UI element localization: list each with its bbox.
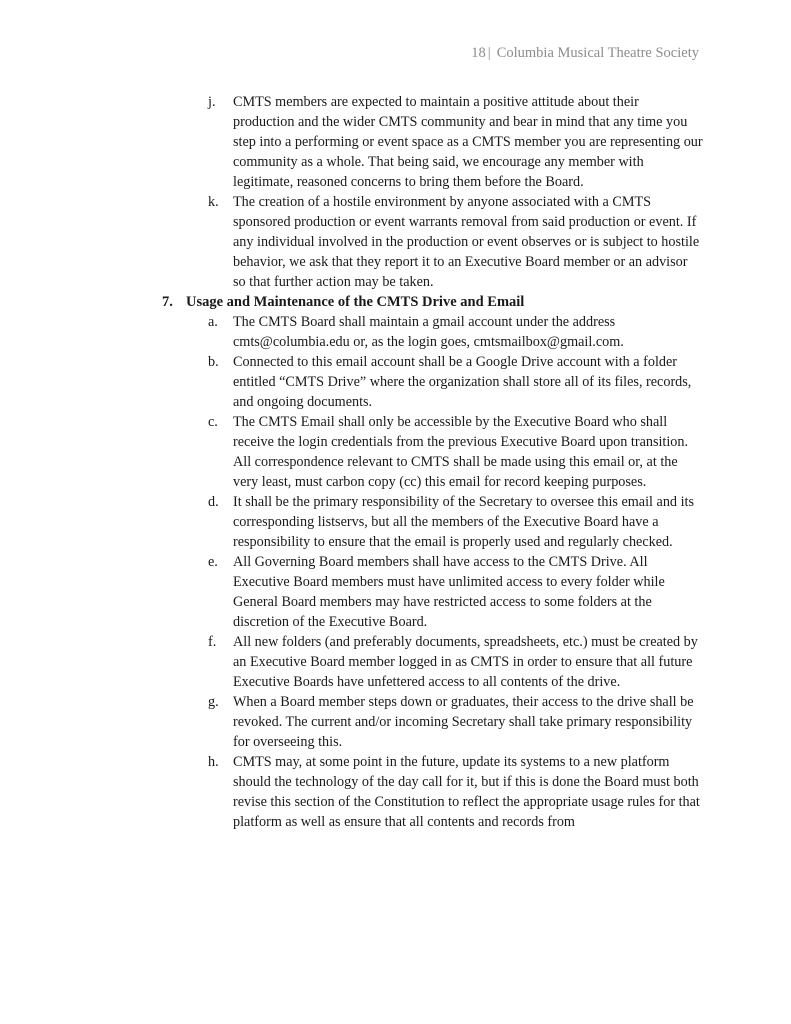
- list-item-marker: e.: [208, 554, 218, 570]
- list-item: [0, 752, 703, 832]
- list-item-marker: g.: [208, 694, 219, 710]
- document-body: [0, 92, 791, 832]
- list-item-text: All Governing Board members shall have access to the CMTS Drive. All Executive Board members must have unlimited access to every folder while General Board members may have restricted access to some folders at the discretion of the Executive Board.: [233, 554, 665, 630]
- page-header: [471, 45, 699, 62]
- list-item: [0, 352, 703, 412]
- list-item: [0, 632, 703, 692]
- list-item-text: When a Board member steps down or graduates, their access to the drive shall be revoked. The current and/or incoming Secretary shall take primary responsibility for overseeing this.: [233, 694, 694, 750]
- section-number: 7.: [162, 294, 173, 310]
- list-item-text: Connected to this email account shall be a Google Drive account with a folder entitled “CMTS Drive” where the organization shall store all of its files, records, and ongoing documents.: [233, 354, 692, 410]
- list-item-text: CMTS may, at some point in the future, update its systems to a new platform should the technology of the day call for it, but if this is done the Board must both revise this section of the Constitution to reflect the appropriate usage rules for that platform as well as ensure that all contents and records from: [233, 754, 700, 830]
- list-item-text: CMTS members are expected to maintain a positive attitude about their production and the wider CMTS community and bear in mind that any time you step into a performing or event space as a CMTS member you are representing our community as a whole. That being said, we encourage any member with legitimate, reasoned concerns to bring them before the Board.: [233, 94, 703, 190]
- section-title: Usage and Maintenance of the CMTS Drive and Email: [186, 294, 525, 310]
- list-item-marker: b.: [208, 354, 219, 370]
- list-item-text: The creation of a hostile environment by anyone associated with a CMTS sponsored production or event warrants removal from said production or event. If any individual involved in the production or event observes or is subject to hostile behavior, we ask that they report it to an Executive Board member or an advisor so that further action may be taken.: [233, 194, 700, 290]
- list-item-marker: f.: [208, 634, 217, 650]
- list-item-text: The CMTS Board shall maintain a gmail account under the address cmts@columbia.edu or, as the login goes, cmtsmailbox@gmail.com.: [233, 314, 624, 350]
- list-item: [0, 412, 703, 492]
- list-item: [0, 192, 703, 292]
- list-item: [0, 492, 703, 552]
- page-number: 18: [471, 45, 486, 61]
- list-item-text: The CMTS Email shall only be accessible by the Executive Board who shall receive the login credentials from the previous Executive Board upon transition. All correspondence relevant to CMTS shall be made using this email or, at the very least, must carbon copy (cc) this email for record keeping purposes.: [233, 414, 689, 490]
- list-item-marker: c.: [208, 414, 218, 430]
- list-item-text: All new folders (and preferably documents, spreadsheets, etc.) must be created by an Executive Board member logged in as CMTS in order to ensure that all future Executive Boards have unfettered access to all contents of the drive.: [233, 634, 698, 690]
- list-item-marker: h.: [208, 754, 219, 770]
- list-item: [0, 92, 703, 192]
- list-item: [0, 312, 703, 352]
- document-title: Columbia Musical Theatre Society: [496, 45, 699, 61]
- list-item-marker: j.: [208, 94, 216, 110]
- list-item: [0, 552, 703, 632]
- list-item-text: It shall be the primary responsibility of the Secretary to oversee this email and its corresponding listservs, but all the members of the Executive Board have a responsibility to ensure that the email is properly used and regularly checked.: [233, 494, 694, 550]
- list-item: [0, 692, 703, 752]
- list-item-marker: k.: [208, 194, 219, 210]
- list-item-marker: d.: [208, 494, 219, 510]
- list-item-marker: a.: [208, 314, 218, 330]
- section-heading: [0, 292, 791, 312]
- header-separator: |: [487, 45, 491, 61]
